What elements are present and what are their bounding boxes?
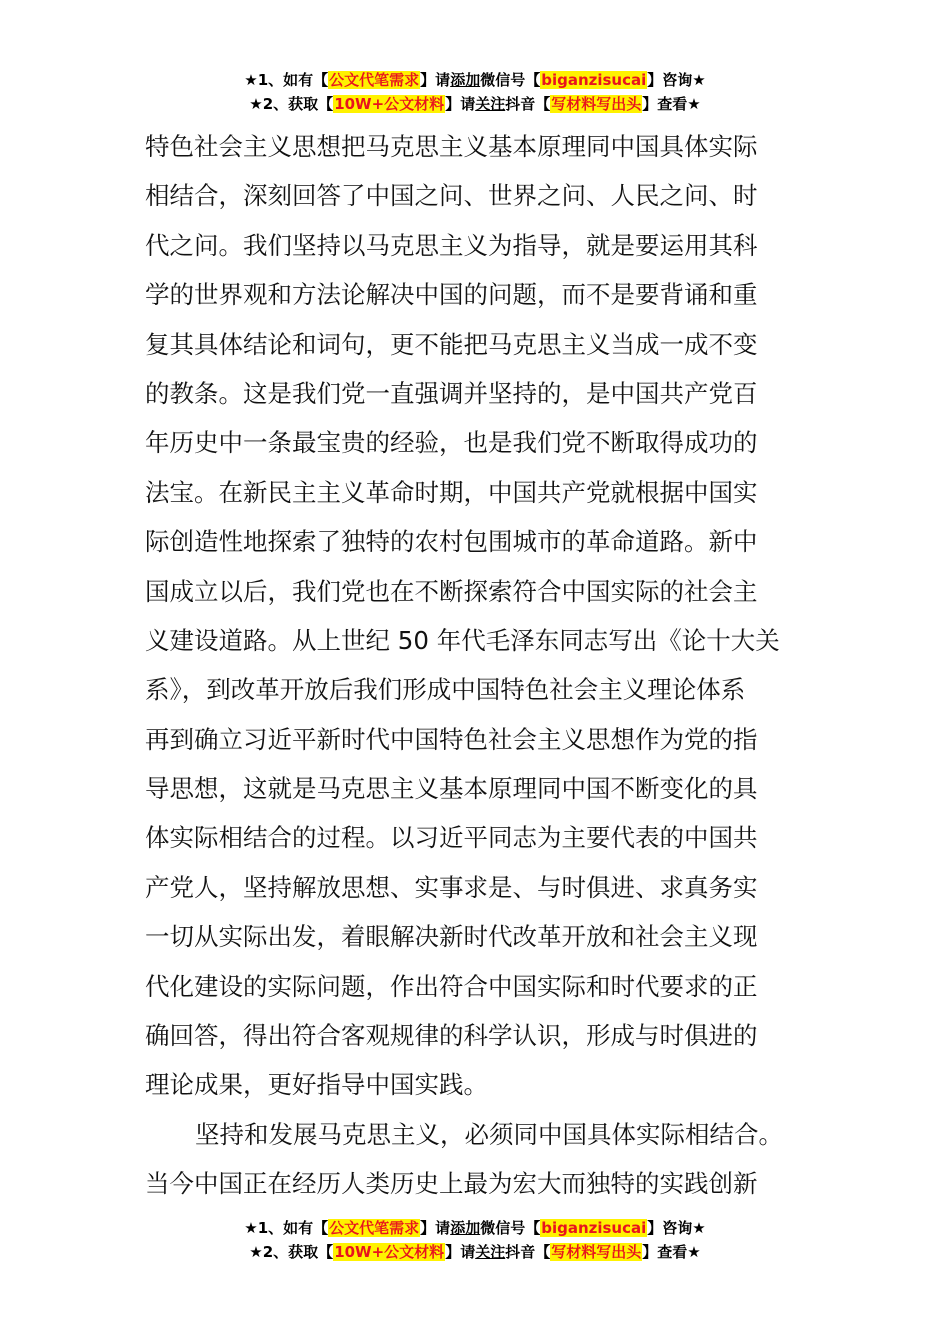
banner-text: 】请 [420,1219,451,1237]
body-line: 代化建设的实际问题，作出符合中国实际和时代要求的正 [145,971,758,1001]
body-line: 再到确立习近平新时代中国特色社会主义思想作为党的指 [145,724,758,754]
banner-highlight: biganzisucai [541,1219,647,1237]
body-line: 确回答，得出符合客观规律的科学认识，形成与时俱进的 [145,1021,758,1051]
footer-banner [0,1216,950,1264]
body-line: 当今中国正在经历人类历史上最为宏大而独特的实践创新 [145,1169,758,1199]
body-line: 法宝。在新民主主义革命时期，中国共产党就根据中国实 [145,477,758,507]
banner-line-2 [0,1240,950,1264]
body-line: 学的世界观和方法论解决中国的问题，而不是要背诵和重 [145,280,758,310]
banner-text: 抖音【 [505,1243,551,1261]
banner-text: 】请 [445,95,476,113]
header-banner [0,68,950,116]
banner-line-1 [0,68,950,92]
document-body [145,122,815,1209]
banner-underline: 添加 [450,71,481,89]
body-line: 一切从实际出发，着眼解决新时代改革开放和社会主义现 [145,922,758,952]
banner-text: 】请 [445,1243,476,1261]
banner-text: ★1、如有【 [244,71,329,89]
body-line: 复其具体结论和词句，更不能把马克思主义当成一成不变 [145,329,758,359]
body-line: 的教条。这是我们党一直强调并坚持的，是中国共产党百 [145,378,758,408]
banner-highlight: 公文代笔需求 [329,71,420,89]
body-line: 相结合，深刻回答了中国之问、世界之问、人民之问、时 [145,181,758,211]
body-line: 代之问。我们坚持以马克思主义为指导，就是要运用其科 [145,230,758,260]
banner-underline: 关注 [475,95,506,113]
banner-text: 微信号【 [480,71,541,89]
body-line: 体实际相结合的过程。以习近平同志为主要代表的中国共 [145,823,758,853]
body-line: 产党人，坚持解放思想、实事求是、与时俱进、求真务实 [145,872,758,902]
banner-text: 】请 [420,71,451,89]
body-line: 际创造性地探索了独特的农村包围城市的革命道路。新中 [145,527,758,557]
body-line: 特色社会主义思想把马克思主义基本原理同中国具体实际 [145,132,758,161]
banner-highlight: 10W+公文材料 [334,1243,445,1261]
body-line: 理论成果，更好指导中国实践。 [145,1070,488,1100]
banner-text: 】查看★ [642,95,701,113]
banner-highlight: 公文代笔需求 [329,1219,420,1237]
banner-highlight: 写材料写出头 [551,95,642,113]
banner-underline: 关注 [475,1243,506,1261]
body-line: 义建设道路。从上世纪 50 年代毛泽东同志写出《论十大关 [145,625,780,655]
banner-text: 抖音【 [505,95,551,113]
banner-text: ★2、获取【 [249,95,334,113]
banner-highlight: 写材料写出头 [551,1243,642,1261]
banner-highlight: 10W+公文材料 [334,95,445,113]
banner-line-1 [0,1216,950,1240]
banner-highlight: biganzisucai [541,71,647,89]
body-line: 系》，到改革开放后我们形成中国特色社会主义理论体系 [145,675,746,705]
body-line: 年历史中一条最宝贵的经验，也是我们党不断取得成功的 [145,428,758,458]
banner-text: 微信号【 [480,1219,541,1237]
banner-text: ★2、获取【 [249,1243,334,1261]
banner-underline: 添加 [450,1219,481,1237]
banner-text: 】查看★ [642,1243,701,1261]
paragraph-first-line: 坚持和发展马克思主义，必须同中国具体实际相结合。 [195,1119,783,1149]
body-line: 国成立以后，我们党也在不断探索符合中国实际的社会主 [145,576,758,606]
banner-line-2 [0,92,950,116]
body-line: 导思想，这就是马克思主义基本原理同中国不断变化的具 [145,774,758,804]
banner-text: ★1、如有【 [244,1219,329,1237]
banner-text: 】咨询★ [647,71,706,89]
banner-text: 】咨询★ [647,1219,706,1237]
